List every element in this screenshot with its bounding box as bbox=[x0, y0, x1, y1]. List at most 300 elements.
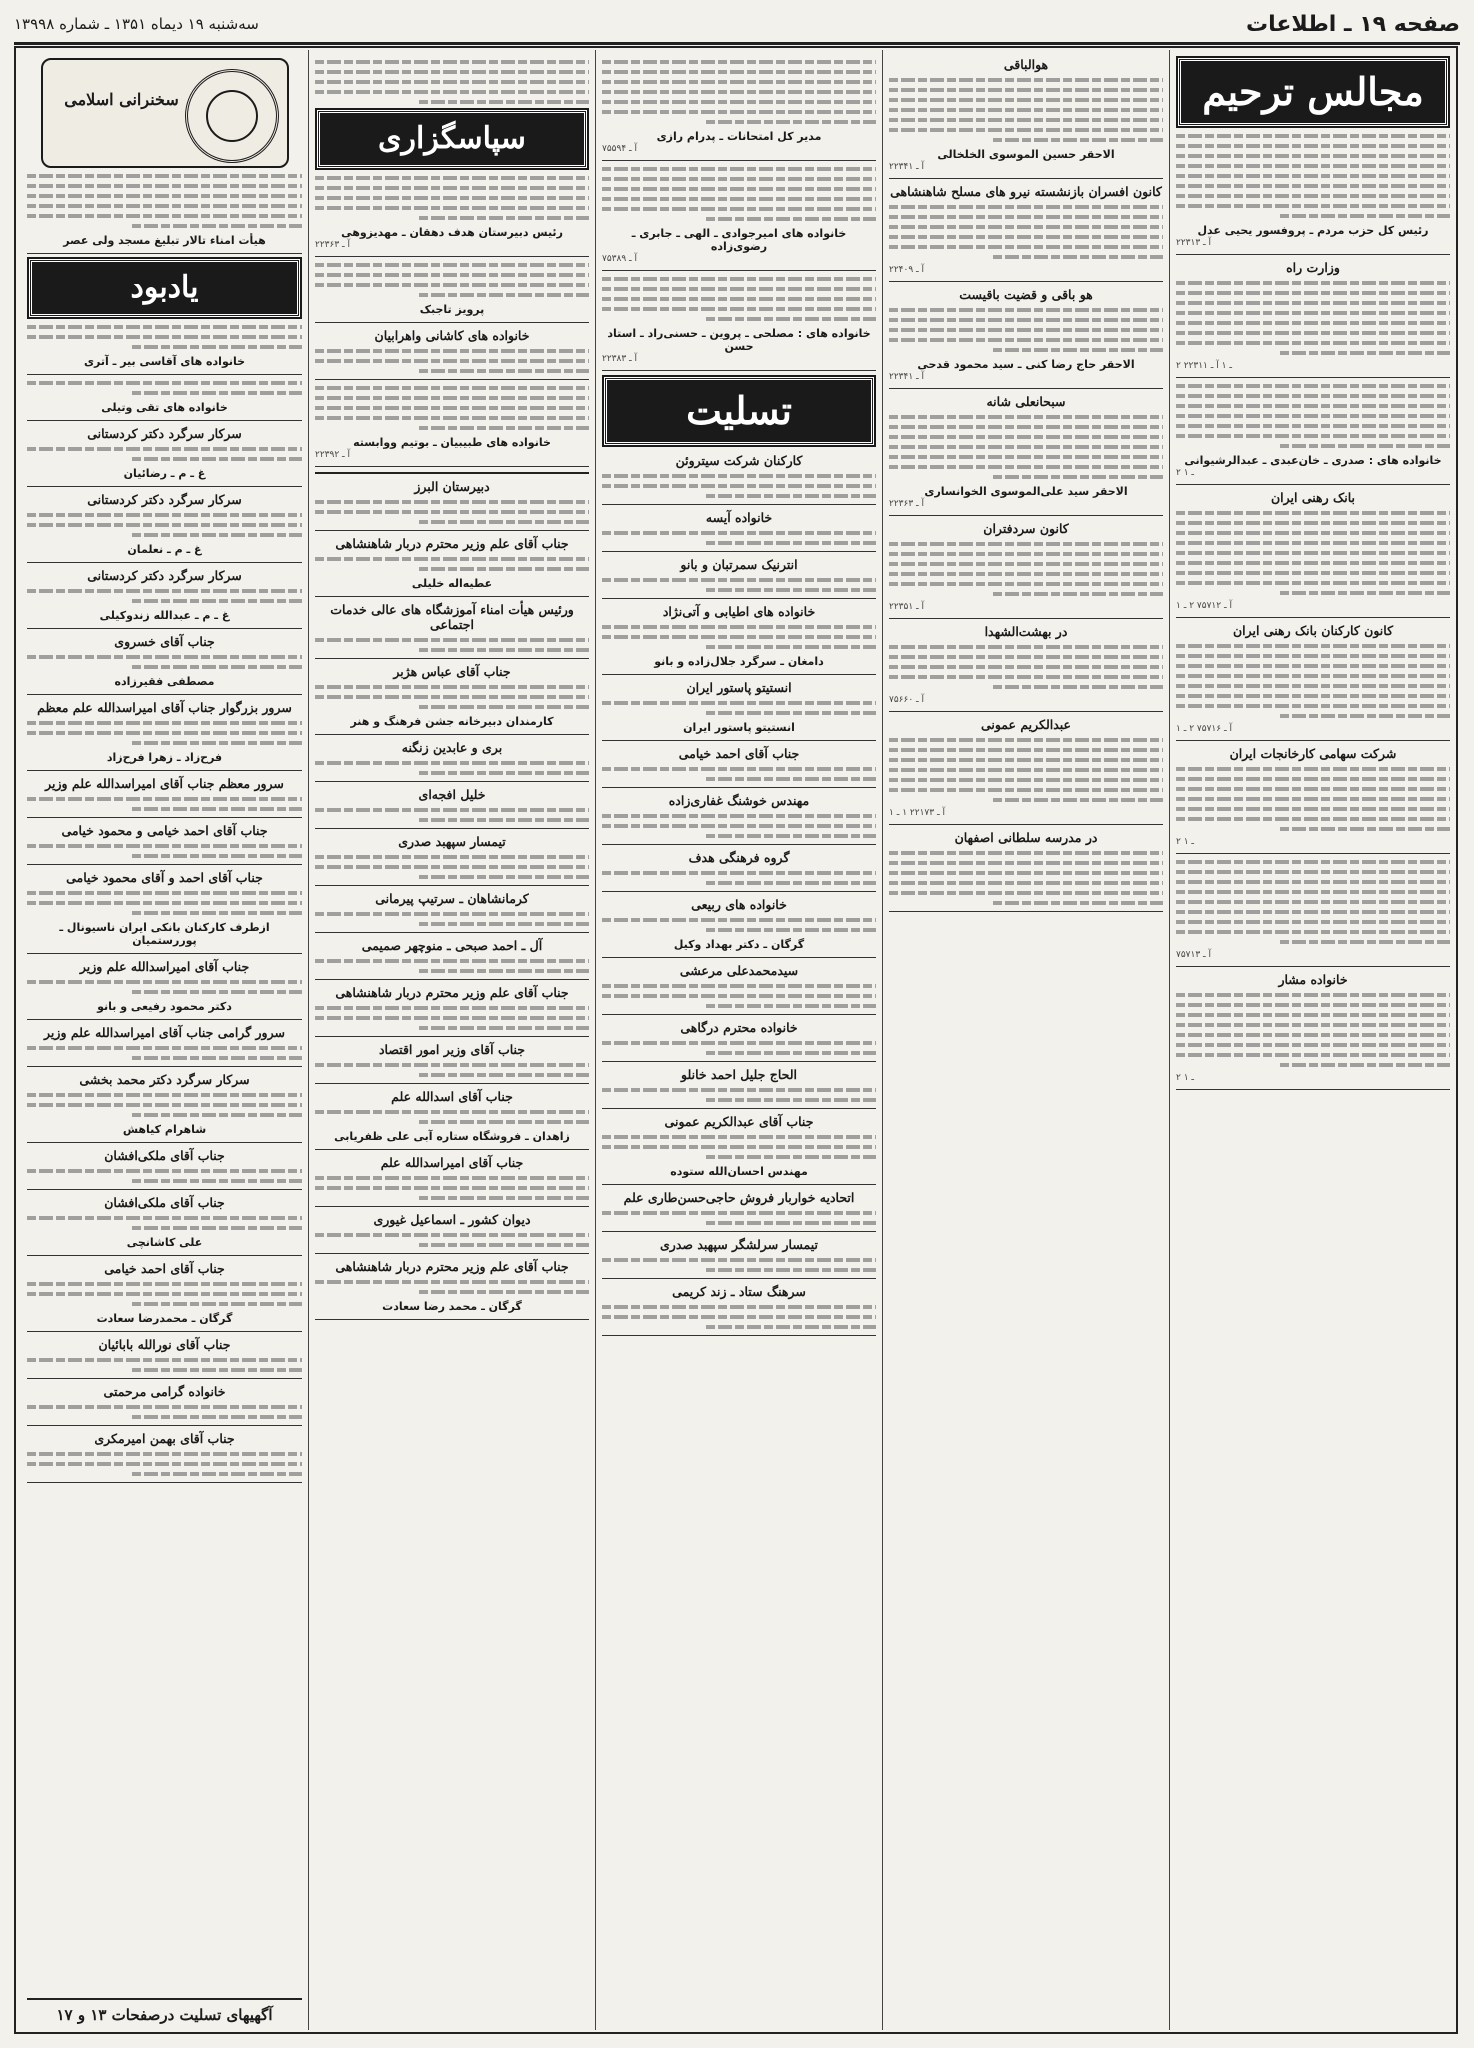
divider bbox=[315, 734, 589, 735]
notice-title: جناب آقای علم وزیر محترم دربار شاهنشاهی bbox=[335, 536, 569, 551]
notice-title: جناب آقای وزیر امور اقتصاد bbox=[378, 1042, 526, 1057]
divider bbox=[889, 178, 1163, 179]
notice bbox=[602, 557, 876, 592]
notice bbox=[602, 897, 876, 951]
notice-body bbox=[315, 855, 589, 879]
notice-body bbox=[315, 386, 589, 430]
notice bbox=[602, 277, 876, 364]
notice-body bbox=[315, 1063, 589, 1077]
notice bbox=[315, 938, 589, 973]
divider bbox=[315, 1253, 589, 1254]
notice-title: بری و عابدین زنگنه bbox=[401, 740, 503, 755]
notice-body bbox=[1176, 860, 1450, 944]
notice bbox=[602, 604, 876, 668]
notice-code: آ ـ ۲۲۳۸۳ bbox=[602, 354, 638, 364]
notice-body bbox=[27, 1452, 302, 1476]
notice-body bbox=[889, 205, 1163, 259]
notice-body bbox=[602, 474, 876, 498]
notice bbox=[889, 287, 1163, 382]
notice-code: آ ـ ۷۵۷۱۳ bbox=[1176, 950, 1212, 960]
notice-body bbox=[315, 349, 589, 373]
divider bbox=[602, 957, 876, 958]
divider bbox=[315, 596, 589, 597]
divider bbox=[27, 694, 302, 695]
divider bbox=[602, 740, 876, 741]
notice bbox=[602, 1114, 876, 1178]
notice bbox=[27, 823, 302, 858]
notice bbox=[602, 167, 876, 264]
notice-signature: پرویز تاجبک bbox=[419, 303, 485, 316]
notice-title: سیدمحمدعلی مرعشی bbox=[679, 963, 799, 978]
notice bbox=[315, 787, 589, 822]
notice-body bbox=[315, 959, 589, 973]
divider bbox=[315, 530, 589, 531]
notice-title: تیمسار سپهبد صدری bbox=[398, 834, 506, 849]
notice-body bbox=[602, 701, 876, 715]
divider bbox=[602, 1108, 876, 1109]
divider bbox=[1176, 254, 1450, 255]
notice-title: خانواده آیسه bbox=[705, 510, 773, 525]
notice-title: کانون افسران بازنشسته نیرو های مسلح شاهنشاهی bbox=[890, 184, 1162, 199]
notice-body bbox=[602, 984, 876, 1008]
divider bbox=[27, 1255, 302, 1256]
column-5 bbox=[21, 50, 308, 2030]
notice bbox=[27, 1195, 302, 1249]
notice-title: عبدالکریم عمونی bbox=[980, 717, 1072, 732]
notice-code: ۲ ـ ۱ bbox=[1176, 1073, 1195, 1083]
notice-body bbox=[602, 578, 876, 592]
notice-title: جناب آقای عباس هژبر bbox=[393, 664, 511, 679]
notice-code: آ ـ ۷۵۷۱۶ ۲ ـ ۱ bbox=[1176, 724, 1232, 734]
divider bbox=[602, 1278, 876, 1279]
notice-code: آ ـ ۷۵۳۸۹ bbox=[602, 254, 638, 264]
notice-title: سرکار سرگرد دکتر کردستانی bbox=[87, 492, 242, 507]
notice-title: خانواده های اطیابی و آتی‌نژاد bbox=[662, 604, 816, 619]
notice bbox=[315, 1042, 589, 1077]
notice-body bbox=[1176, 511, 1450, 595]
notice-body bbox=[315, 1110, 589, 1124]
notice-body bbox=[315, 176, 589, 220]
notice-title: کانون سردفتران bbox=[983, 521, 1069, 536]
notice bbox=[315, 891, 589, 926]
notice-body bbox=[27, 1405, 302, 1419]
notice bbox=[602, 1020, 876, 1055]
notice-body bbox=[27, 655, 302, 669]
notice-signature: مهندس احسان‌الله ستوده bbox=[670, 1165, 808, 1178]
divider bbox=[889, 515, 1163, 516]
notice-code: آ ـ ۲۲۳۴۱ bbox=[889, 162, 925, 172]
column-3-bottom-notices bbox=[602, 453, 876, 1336]
notice-signature: انستیتو پاستور ایران bbox=[683, 721, 795, 734]
notice-title: جناب آقای ملکی‌افشان bbox=[104, 1195, 225, 1210]
notice-signature: شاهرام کیاهش bbox=[122, 1123, 207, 1136]
notice-body bbox=[1176, 384, 1450, 448]
notice-body bbox=[27, 1358, 302, 1372]
divider bbox=[27, 817, 302, 818]
notice-body bbox=[27, 174, 302, 228]
column-4-bottom-notices bbox=[315, 479, 589, 1320]
section-header-gratitude: سپاسگزاری bbox=[317, 110, 587, 168]
divider bbox=[889, 618, 1163, 619]
notice-body bbox=[315, 685, 589, 709]
divider bbox=[602, 270, 876, 271]
notice-title: خانواده های ربیعی bbox=[691, 897, 787, 912]
notice-title: جناب آقای ملکی‌افشان bbox=[104, 1148, 225, 1163]
notice-title: تیمسار سرلشگر سپهبد صدری bbox=[660, 1237, 818, 1252]
notice-title: انستیتو پاستور ایران bbox=[686, 680, 792, 695]
column-4-top-notices bbox=[315, 176, 589, 467]
divider bbox=[27, 770, 302, 771]
notice bbox=[1176, 384, 1450, 478]
notice bbox=[602, 1067, 876, 1102]
notice-title: انترنیک سمرتبان و بانو bbox=[680, 557, 798, 572]
notice-body bbox=[889, 415, 1163, 479]
divider bbox=[27, 953, 302, 954]
notice-signature: غ ـ م ـ نعلمان bbox=[127, 543, 202, 556]
notice-signature: خانواده های : صدری ـ خان‌عبدی ـ عبدالرشیوانی bbox=[1184, 454, 1442, 467]
notice bbox=[1176, 972, 1450, 1083]
notice bbox=[1176, 623, 1450, 734]
notice bbox=[315, 328, 589, 373]
notice-code: آ ـ ۲۲۴۰۹ bbox=[889, 265, 925, 275]
divider bbox=[1176, 740, 1450, 741]
notice-signature: خانواده های : مصلحی ـ پروین ـ حسنی‌راد ـ استاد حسن bbox=[607, 327, 871, 353]
divider bbox=[602, 551, 876, 552]
notice-title: کارکنان شرکت سیتروئن bbox=[675, 453, 803, 468]
notice-body bbox=[315, 1280, 589, 1294]
notice bbox=[315, 1089, 589, 1143]
notice-body bbox=[602, 1088, 876, 1102]
column-1 bbox=[1169, 50, 1456, 2030]
notice-body bbox=[27, 891, 302, 915]
notice-code: آ ـ ۷۵۵۹۴ bbox=[602, 144, 638, 154]
notice-body bbox=[1176, 281, 1450, 355]
divider bbox=[315, 256, 589, 257]
notice-signature: الاحقر حسین الموسوی الخلخالی bbox=[937, 148, 1115, 161]
column-1-notices bbox=[1176, 134, 1450, 1090]
notice-signature: مصطفی فقیرزاده bbox=[114, 675, 215, 688]
notice bbox=[27, 700, 302, 764]
notice-signature: گرگان ـ محمد رضا سعادت bbox=[382, 1300, 522, 1313]
divider bbox=[27, 486, 302, 487]
notice-title: کانون کارکنان بانک رهنی ایران bbox=[1232, 623, 1394, 638]
notice-signature: فرح‌زاد ـ زهرا فرح‌زاد bbox=[106, 751, 223, 764]
notice bbox=[27, 381, 302, 414]
notice bbox=[602, 1190, 876, 1225]
notice-body bbox=[27, 1093, 302, 1117]
notice-title: جناب آقای احمد خیامی و محمود خیامی bbox=[61, 823, 268, 838]
notice-signature: ازطرف کارکنان بانکی ایران ناسیونال ـ پوررستمیان bbox=[59, 921, 270, 947]
notice-body bbox=[889, 645, 1163, 689]
notice-title: مهندس خوشنگ غفاری‌زاده bbox=[668, 793, 810, 808]
notice bbox=[27, 870, 302, 947]
divider bbox=[602, 160, 876, 161]
divider bbox=[889, 911, 1163, 912]
notice-title: جناب آقای عبدالکریم عمونی bbox=[664, 1114, 814, 1129]
divider bbox=[602, 844, 876, 845]
divider bbox=[602, 891, 876, 892]
notice-code: آ ـ ۲۲۳۶۳ bbox=[889, 499, 925, 509]
notice-signature: زاهدان ـ فروشگاه ستاره آبی علی ظفریابی bbox=[334, 1130, 570, 1143]
notice-title: سرهنگ ستاد ـ زند کریمی bbox=[672, 1284, 806, 1299]
notice-title: خلیل افجه‌ای bbox=[418, 787, 486, 802]
divider bbox=[602, 1335, 876, 1336]
notice-body bbox=[27, 447, 302, 461]
notice-title: جناب آقای نورالله بابائیان bbox=[98, 1337, 231, 1352]
column-5-top-notices bbox=[27, 174, 302, 254]
divider bbox=[1176, 617, 1450, 618]
divider bbox=[1176, 1089, 1450, 1090]
column-3 bbox=[595, 50, 882, 2030]
notice bbox=[315, 176, 589, 250]
notice bbox=[602, 1237, 876, 1272]
divider bbox=[1176, 853, 1450, 854]
notice-title: اتحادیه خواربار فروش حاجی‌حسن‌طاری علم bbox=[623, 1190, 855, 1205]
notice-body bbox=[315, 500, 589, 524]
masthead bbox=[14, 6, 1460, 45]
notice-title: جناب آقای امیراسدالله علم bbox=[380, 1155, 524, 1170]
notice-body bbox=[1176, 993, 1450, 1067]
notice-body bbox=[315, 263, 589, 297]
notice-signature: علی کاشانچی bbox=[126, 1236, 203, 1249]
notice-title: خانواده مشار bbox=[1278, 972, 1348, 987]
notice-title: هوالباقی bbox=[1003, 57, 1049, 72]
notice bbox=[889, 184, 1163, 275]
column-4 bbox=[308, 50, 595, 2030]
notice-body bbox=[889, 308, 1163, 352]
notice bbox=[315, 263, 589, 316]
notice-signature: عطیه‌اله خلیلی bbox=[411, 577, 493, 590]
emblem-text: سخنرانی اسلامی bbox=[64, 90, 179, 109]
notice bbox=[602, 453, 876, 498]
notice-code: ۲ ـ ۱ bbox=[1176, 837, 1195, 847]
divider bbox=[27, 1142, 302, 1143]
notice bbox=[27, 174, 302, 247]
notice-signature: هیأت امناء تالار تبلیغ مسجد ولی عصر bbox=[63, 234, 266, 247]
notice-title: جناب آقای خسروی bbox=[114, 634, 215, 649]
divider bbox=[27, 420, 302, 421]
notice-title: دبیرستان البرز bbox=[414, 479, 490, 494]
notice bbox=[889, 830, 1163, 905]
notice bbox=[1176, 260, 1450, 371]
notice bbox=[1176, 860, 1450, 960]
notice-code: آ ـ ۲۲۳۵۱ bbox=[889, 602, 925, 612]
divider bbox=[315, 1319, 589, 1320]
notice-title: سرور معظم جناب آقای امیراسدالله علم وزیر bbox=[45, 776, 284, 791]
notice bbox=[315, 985, 589, 1030]
notice-signature: خانواده های طبیبیان ـ بوتیم ووابسته bbox=[353, 436, 551, 449]
notice bbox=[1176, 746, 1450, 847]
divider bbox=[602, 1061, 876, 1062]
notice bbox=[602, 510, 876, 545]
notice-body bbox=[602, 767, 876, 781]
notice-title: آل ـ احمد صبحی ـ منوچهر صمیمی bbox=[361, 938, 543, 953]
section-header-remembrance: یادبود bbox=[29, 259, 300, 317]
notice-title: هو باقی و قضیت باقیست bbox=[959, 287, 1093, 302]
notice-title: بانک رهنی ایران bbox=[1271, 490, 1355, 505]
notice-body bbox=[889, 738, 1163, 802]
notice-body bbox=[27, 980, 302, 994]
notice-body bbox=[1176, 134, 1450, 218]
divider bbox=[602, 598, 876, 599]
notice-signature: الاحقر سید علی‌الموسوی الخوانساری bbox=[924, 485, 1128, 498]
notice-body bbox=[315, 1176, 589, 1200]
notice-title: جناب آقای اسدالله علم bbox=[391, 1089, 513, 1104]
notice-body bbox=[602, 1211, 876, 1225]
notice-body bbox=[602, 871, 876, 885]
notice-body bbox=[315, 638, 589, 652]
notice bbox=[27, 492, 302, 556]
notice-body bbox=[27, 589, 302, 603]
divider bbox=[315, 658, 589, 659]
divider bbox=[1176, 377, 1450, 378]
notice-title: سرکار سرگرد دکتر کردستانی bbox=[87, 426, 242, 441]
notice bbox=[889, 624, 1163, 705]
notice-body bbox=[27, 721, 302, 745]
notice bbox=[27, 426, 302, 480]
notice-body bbox=[315, 1233, 589, 1247]
notice-code: آ ـ ۷۵۷۱۲ ۲ ـ ۱ bbox=[1176, 601, 1232, 611]
divider bbox=[602, 1184, 876, 1185]
divider bbox=[602, 504, 876, 505]
notice-body bbox=[602, 918, 876, 932]
notice bbox=[27, 776, 302, 811]
date-line: سه‌شنبه ۱۹ دیماه ۱۳۵۱ ـ شماره ۱۳۹۹۸ bbox=[14, 15, 259, 33]
notice-signature: دکتر محمود رفیعی و بانو bbox=[97, 1000, 232, 1013]
notice bbox=[315, 834, 589, 879]
notice-signature: رئیس کل حزب مردم ـ پروفسور یحیی عدل bbox=[1197, 224, 1429, 237]
notice bbox=[889, 394, 1163, 509]
notice-body bbox=[602, 1135, 876, 1159]
notice bbox=[27, 1148, 302, 1183]
divider bbox=[315, 1206, 589, 1207]
notice-signature: غ ـ م ـ رضائیان bbox=[123, 467, 206, 480]
notice bbox=[315, 1212, 589, 1247]
divider bbox=[889, 711, 1163, 712]
notice bbox=[889, 521, 1163, 612]
notice-signature: رئیس دبیرستان هدف دهقان ـ مهدیزوهی bbox=[341, 226, 563, 239]
divider bbox=[315, 379, 589, 380]
divider bbox=[315, 781, 589, 782]
notice-signature: گرگان ـ دکتر بهداد وکیل bbox=[673, 938, 805, 951]
column-3-top-notices bbox=[602, 60, 876, 371]
divider bbox=[27, 1189, 302, 1190]
page-label: صفحه ۱۹ ـ اطلاعات bbox=[1245, 11, 1460, 37]
notice-body bbox=[27, 1046, 302, 1060]
divider bbox=[602, 674, 876, 675]
notice bbox=[315, 602, 589, 652]
divider bbox=[27, 253, 302, 254]
notice-title: در مدرسه سلطانی اصفهان bbox=[954, 830, 1098, 845]
notice-signature: غ ـ م ـ عبدالله زندوکیلی bbox=[99, 609, 230, 622]
notice-title: سبحانعلی شانه bbox=[986, 394, 1066, 409]
notice bbox=[602, 680, 876, 734]
columns bbox=[18, 50, 1456, 2030]
notice bbox=[27, 568, 302, 622]
body-text bbox=[315, 60, 589, 104]
notice bbox=[27, 1337, 302, 1372]
notice-title: گروه فرهنگی هدف bbox=[688, 850, 790, 865]
notice-signature: الاحقر حاج رضا کنی ـ سید محمود قدحی bbox=[917, 358, 1135, 371]
divider bbox=[315, 1036, 589, 1037]
notice-title: جناب آقای احمد خیامی bbox=[678, 746, 800, 761]
divider bbox=[315, 979, 589, 980]
divider bbox=[27, 1331, 302, 1332]
notice bbox=[315, 386, 589, 460]
divider bbox=[315, 472, 589, 474]
section-header-condolence-meetings: مجالس ترحیم bbox=[1178, 58, 1448, 126]
divider bbox=[315, 885, 589, 886]
notice-title: کرمانشاهان ـ سرتیپ پیرمانی bbox=[375, 891, 529, 906]
notice-body bbox=[889, 78, 1163, 142]
divider bbox=[315, 466, 589, 467]
notice bbox=[315, 664, 589, 728]
notice-title: الحاج جلیل احمد خانلو bbox=[681, 1067, 797, 1082]
seal-icon bbox=[185, 69, 279, 163]
notice-title: سرور گرامی جناب آقای امیراسدالله علم وزیر bbox=[44, 1025, 285, 1040]
notice bbox=[889, 57, 1163, 172]
notice-body bbox=[889, 542, 1163, 596]
notice bbox=[602, 746, 876, 781]
notice bbox=[315, 740, 589, 775]
divider bbox=[889, 388, 1163, 389]
notice-signature: کارمندان دبیرخانه جشن فرهنگ و هنر bbox=[350, 715, 554, 728]
notice-title: در بهشت‌الشهدا bbox=[984, 624, 1068, 639]
notice-body bbox=[315, 912, 589, 926]
notice-body bbox=[602, 167, 876, 221]
notice-signature: خانواده های امیرجوادی ـ الهی ـ جابری ـ رضوی‌زاده bbox=[631, 227, 847, 253]
notice-title: جناب آقای بهمن امیرمکری bbox=[94, 1431, 235, 1446]
notice-title: خانواده گرامی مرحمتی bbox=[103, 1384, 226, 1399]
divider bbox=[315, 1083, 589, 1084]
notice bbox=[602, 1284, 876, 1329]
notice-body bbox=[602, 1258, 876, 1272]
notice-title: وزارت راه bbox=[1286, 260, 1340, 275]
notice-signature: خانواده های آقاسی بیر ـ آتری bbox=[83, 355, 246, 368]
notice bbox=[315, 536, 589, 590]
notice-body bbox=[315, 808, 589, 822]
divider bbox=[27, 1482, 302, 1483]
notice-body bbox=[315, 557, 589, 571]
divider bbox=[1176, 966, 1450, 967]
notice-body bbox=[602, 1041, 876, 1055]
notice-code: آ ـ ۲۲۱۷۳ ۱ ـ ۱ bbox=[889, 808, 945, 818]
notice-body bbox=[602, 277, 876, 321]
notice-title: سرکار سرگرد دکتر محمد بخشی bbox=[79, 1072, 250, 1087]
notice bbox=[315, 1259, 589, 1313]
notice-title: شرکت سهامی کارخانجات ایران bbox=[1229, 746, 1397, 761]
notice-body bbox=[315, 761, 589, 775]
notice-body bbox=[1176, 767, 1450, 831]
divider bbox=[27, 562, 302, 563]
notice bbox=[602, 963, 876, 1008]
divider bbox=[889, 281, 1163, 282]
notice-title: جناب آقای علم وزیر محترم دربار شاهنشاهی bbox=[335, 985, 569, 1000]
notice bbox=[27, 1261, 302, 1325]
notice-title: جناب آقای احمد و آقای محمود خیامی bbox=[66, 870, 263, 885]
notice-body bbox=[27, 513, 302, 537]
notice-body bbox=[27, 1282, 302, 1306]
notice bbox=[602, 793, 876, 838]
notice bbox=[27, 1431, 302, 1476]
notice-body bbox=[602, 814, 876, 838]
divider bbox=[602, 787, 876, 788]
notice-title: خانواده محترم درگاهی bbox=[680, 1020, 798, 1035]
notice-signature: مدیر کل امتحانات ـ پدرام رازی bbox=[656, 130, 822, 143]
divider bbox=[315, 322, 589, 323]
notice-title: سرور بزرگوار جناب آقای امیراسدالله علم معظم bbox=[37, 700, 292, 715]
divider bbox=[602, 1014, 876, 1015]
